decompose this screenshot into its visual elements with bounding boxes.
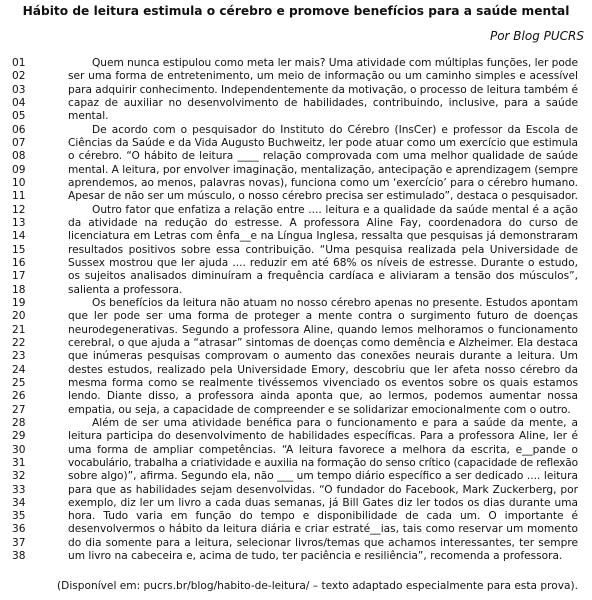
text-line bbox=[0, 430, 592, 443]
text-line bbox=[0, 124, 592, 137]
line-number: 05 bbox=[12, 110, 26, 123]
text-line bbox=[0, 137, 592, 150]
line-text: desenvolvermos o hábito da leitura diária e criar estraté__ias, tais como reservar um momento bbox=[68, 523, 578, 536]
text-line bbox=[0, 177, 592, 190]
line-text: um livro na cabeceira e, acima de tudo, ter paciência e resiliência”, recomenda a professora. bbox=[68, 550, 563, 563]
line-number: 03 bbox=[12, 83, 26, 96]
line-number: 08 bbox=[12, 150, 26, 163]
line-text: do dia somente para a leitura, selecionar livros/temas que achamos interessantes, ter sempre bbox=[68, 536, 578, 549]
line-text: Além de ser uma atividade benéfica para o funcionamento e para a saúde da mente, a bbox=[92, 416, 578, 429]
line-number: 35 bbox=[12, 510, 26, 523]
text-line bbox=[0, 297, 592, 310]
text-line bbox=[0, 70, 592, 83]
text-line bbox=[0, 377, 592, 390]
line-text: hora. Tudo varia em função do tempo e disponibilidade de cada um. O importante é bbox=[68, 510, 578, 523]
line-text: uma forma de ampliar competências. “A leitura favorece a melhora da escrita, e__pande o bbox=[68, 443, 578, 456]
line-number: 12 bbox=[12, 203, 26, 216]
line-text: para adquirir conhecimento. Independentemente da motivação, o processo de leitura também é bbox=[68, 83, 578, 96]
line-text: mental. A leitura, por envolver imaginação, mentalização, antecipação e aprendizagem (sempre bbox=[68, 163, 578, 176]
line-text: capaz de auxiliar no desenvolvimento de habilidades, contribuindo, inclusive, para a saúde bbox=[68, 96, 578, 109]
line-number: 07 bbox=[12, 136, 26, 149]
line-number: 36 bbox=[12, 523, 26, 536]
text-line bbox=[0, 110, 592, 123]
line-text: destes estudos, realizado pela Universidade Emory, descobriu que ler afeta nosso cérebro da bbox=[68, 363, 578, 376]
line-text: neurodegenerativas. Segundo a professora Aline, quando lemos melhoramos o funcionamento bbox=[68, 323, 578, 336]
line-text: lendo. Diante disso, a professora ainda aponta que, ao lermos, podemos aumentar nossa bbox=[68, 390, 578, 403]
line-number: 16 bbox=[12, 256, 26, 269]
line-text: De acordo com o pesquisador do Instituto do Cérebro (InsCer) e professor da Escola de bbox=[92, 123, 578, 136]
line-number: 38 bbox=[12, 550, 26, 563]
line-text: o cérebro. “O hábito de leitura ____ relação comprovada com uma melhor qualidade de saúde bbox=[68, 150, 578, 163]
line-text: Apesar de não ser um músculo, o nosso cérebro precisa ser estimulado”, destaca o pesquisador. bbox=[68, 190, 578, 203]
article-author: Por Blog PUCRS bbox=[489, 29, 584, 43]
text-line bbox=[0, 523, 592, 536]
text-line bbox=[0, 230, 592, 243]
line-text: que inúmeras pesquisas comprovam o aumento das conexões neurais durante a leitura. Um bbox=[68, 350, 578, 363]
line-number: 15 bbox=[12, 243, 26, 256]
text-line bbox=[0, 204, 592, 217]
line-number: 33 bbox=[12, 483, 26, 496]
line-number: 25 bbox=[12, 376, 26, 389]
text-line bbox=[0, 337, 592, 350]
line-number: 28 bbox=[12, 416, 26, 429]
text-line bbox=[0, 257, 592, 270]
line-text: os sujeitos analisados diminuíram a frequência cardíaca e aliviaram a tensão dos músculos”, bbox=[68, 270, 578, 283]
line-number: 04 bbox=[12, 96, 26, 109]
line-text: ser uma forma de entretenimento, um meio de informação ou um caminho simples e acessível bbox=[68, 70, 578, 83]
line-text: cerebral, o que ajuda a “atrasar” sintomas de doenças como demência e Alzheimer. Ela destaca bbox=[68, 336, 578, 349]
line-text: Ciências da Saúde e da Vida Augusto Buchweitz, ler pode atuar como um exercício que estimula bbox=[68, 136, 578, 149]
line-number: 31 bbox=[12, 456, 26, 469]
line-number: 24 bbox=[12, 363, 26, 376]
text-line bbox=[0, 497, 592, 510]
text-line bbox=[0, 57, 592, 70]
line-number: 37 bbox=[12, 536, 26, 549]
text-line bbox=[0, 404, 592, 417]
text-line bbox=[0, 270, 592, 283]
line-text: da atividade na redução do estresse. A professora Aline Fay, coordenadora do curso de bbox=[68, 216, 578, 229]
line-text: salienta a professora. bbox=[68, 283, 183, 296]
line-text: mental. bbox=[68, 110, 109, 123]
text-line bbox=[0, 484, 592, 497]
text-line bbox=[0, 390, 592, 403]
line-text: Outro fator que enfatiza a relação entre .... leitura e a qualidade da saúde mental é a ação bbox=[92, 203, 578, 216]
line-text: leitura participa do desenvolvimento de habilidades específicas. Para a professora Aline, ler é bbox=[68, 430, 578, 443]
line-number: 13 bbox=[12, 216, 26, 229]
text-line bbox=[0, 457, 592, 470]
text-line bbox=[0, 190, 592, 203]
line-number: 34 bbox=[12, 496, 26, 509]
line-number: 09 bbox=[12, 163, 26, 176]
line-text: vocabulário, trabalha a criatividade e auxilia na formação do senso crítico (capacidade de reflexão bbox=[68, 456, 578, 469]
line-text: Sussex mostrou que ler ajuda .... reduzir em até 68% os níveis de estresse. Durante o estudo, bbox=[68, 256, 578, 269]
text-line bbox=[0, 310, 592, 323]
text-line bbox=[0, 350, 592, 363]
line-text: exemplo, diz ler um livro a cada duas semanas, já Bill Gates diz ler todos os dias durante uma bbox=[68, 496, 578, 509]
line-number: 18 bbox=[12, 283, 26, 296]
text-line bbox=[0, 444, 592, 457]
text-line bbox=[0, 244, 592, 257]
line-text: mesma forma como se realmente tivéssemos vivenciado os eventos sobre os quais estamos bbox=[68, 376, 578, 389]
line-number: 17 bbox=[12, 270, 26, 283]
article-title: Hábito de leitura estimula o cérebro e promove benefícios para a saúde mental bbox=[22, 4, 570, 18]
line-number: 21 bbox=[12, 323, 26, 336]
text-line bbox=[0, 217, 592, 230]
line-text: para que as habilidades sejam desenvolvidas. “O fundador do Facebook, Mark Zuckerberg, por bbox=[68, 483, 578, 496]
line-number: 26 bbox=[12, 390, 26, 403]
line-text: resultados positivos sobre essa contribuição. “Uma pesquisa realizada pela Universidade de bbox=[68, 243, 578, 256]
text-line bbox=[0, 164, 592, 177]
text-line bbox=[0, 364, 592, 377]
line-number: 01 bbox=[12, 57, 26, 69]
text-line bbox=[0, 97, 592, 110]
text-line bbox=[0, 537, 592, 550]
line-number: 10 bbox=[12, 176, 26, 189]
text-line bbox=[0, 550, 592, 563]
line-text: aprendemos, ao menos, palavras novas), funciona como um ‘exercício’ para o cérebro humano. bbox=[68, 176, 578, 189]
line-number: 14 bbox=[12, 230, 26, 243]
line-text: empatia, ou seja, a capacidade de compreender e se solidarizar emocionalmente com o outro. bbox=[68, 403, 571, 416]
line-text: licenciatura em Letras com ênfa__e na Língua Inglesa, ressalta que pesquisas já demonstraram bbox=[68, 230, 578, 243]
line-number: 20 bbox=[12, 310, 26, 323]
line-number: 06 bbox=[12, 123, 26, 136]
text-line bbox=[0, 84, 592, 97]
line-text: sobre algo)”, afirma. Segundo ela, não ___ um tempo diário específico a ser dedicado .... leitura bbox=[68, 470, 578, 483]
line-text: que ler pode ser uma forma de proteger a mente contra o surgimento futuro de doenças bbox=[68, 310, 578, 323]
line-number: 29 bbox=[12, 430, 26, 443]
line-number: 32 bbox=[12, 470, 26, 483]
line-number: 27 bbox=[12, 403, 26, 416]
line-number: 30 bbox=[12, 443, 26, 456]
text-line bbox=[0, 417, 592, 430]
source-citation: (Disponível em: pucrs.br/blog/habito-de-leitura/ – texto adaptado especialmente para esta prova). bbox=[57, 580, 578, 592]
line-text: Quem nunca estipulou como meta ler mais? Uma atividade com múltiplas funções, ler pode bbox=[92, 57, 578, 69]
line-number: 02 bbox=[12, 70, 26, 83]
line-number: 19 bbox=[12, 296, 26, 309]
text-line bbox=[0, 284, 592, 297]
line-text: Os benefícios da leitura não atuam no nosso cérebro apenas no presente. Estudos apontam bbox=[92, 296, 578, 309]
numbered-text-body bbox=[0, 57, 592, 563]
text-line bbox=[0, 324, 592, 337]
line-number: 11 bbox=[12, 190, 26, 203]
line-number: 22 bbox=[12, 336, 26, 349]
text-line bbox=[0, 150, 592, 163]
line-number: 23 bbox=[12, 350, 26, 363]
text-line bbox=[0, 470, 592, 483]
text-line bbox=[0, 510, 592, 523]
